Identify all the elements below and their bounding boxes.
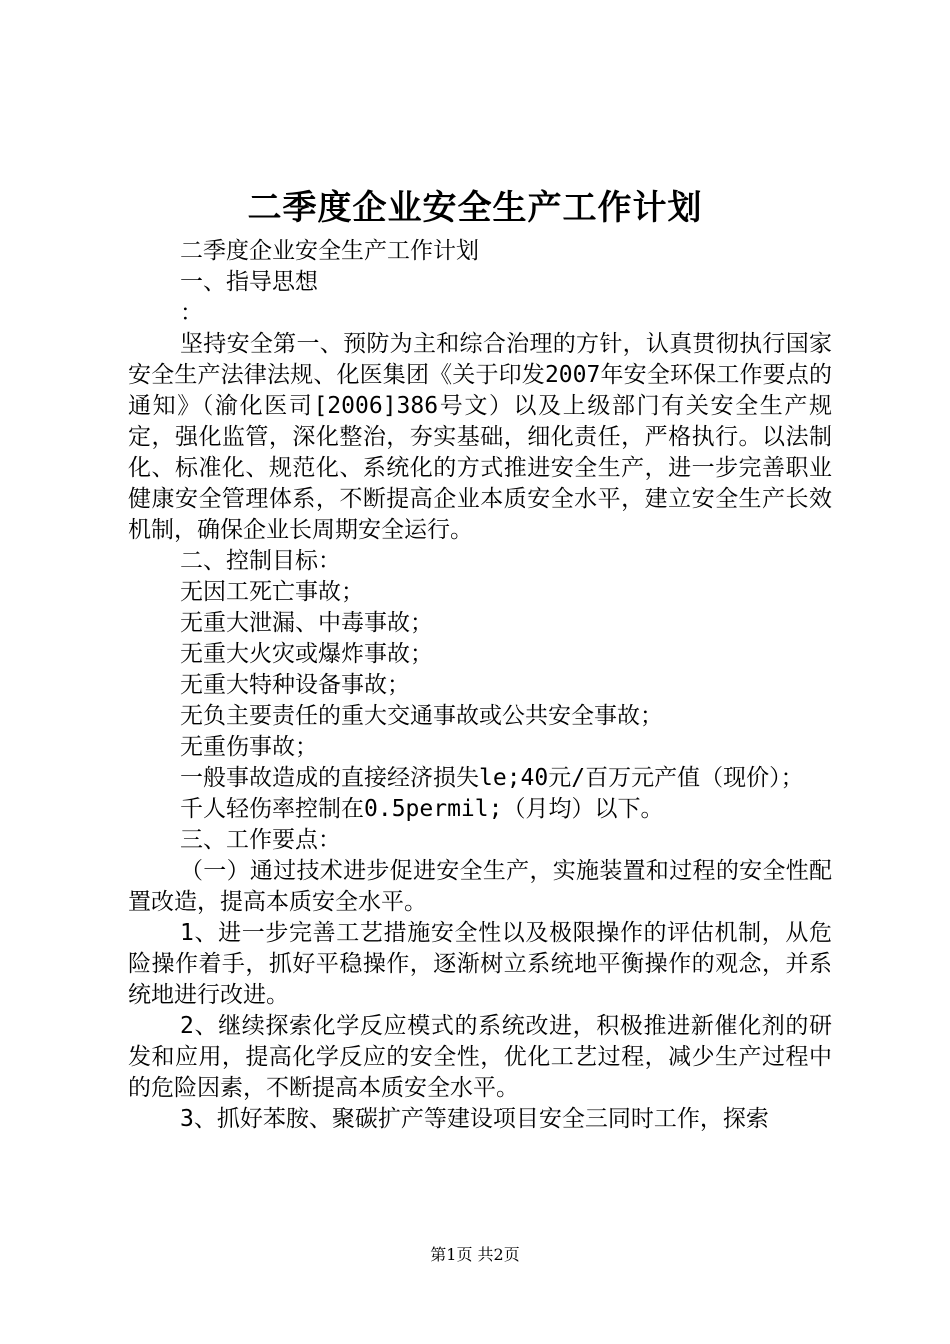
document-body: [128, 236, 832, 1135]
list-item-target: 无重大火灾或爆炸事故；: [180, 641, 433, 667]
section-heading-work-points: 三、工作要点：: [180, 827, 341, 853]
list-item-target: 无因工死亡事故；: [180, 579, 364, 605]
paragraph-point-3: 3、抓好苯胺、聚碳扩产等建设项目安全三同时工作，探索: [180, 1106, 769, 1132]
list-item-target: 无重大特种设备事故；: [180, 672, 410, 698]
list-item-target: 一般事故造成的直接经济损失le;40元/百万元产值（现价）；: [180, 765, 804, 791]
list-item-target: 千人轻伤率控制在0.5permil;（月均）以下。: [180, 796, 664, 822]
list-item-target: 无负主要责任的重大交通事故或公共安全事故；: [180, 703, 663, 729]
list-item-target: 无重伤事故；: [180, 734, 318, 760]
section-heading-guiding-ideology: 一、指导思想: [180, 269, 318, 295]
paragraph-point-1: 1、进一步完善工艺措施安全性以及极限操作的评估机制，从危险操作着手，抓好平稳操作，逐渐树立系统地平衡操作的观念，并系统地进行改进。: [128, 920, 832, 1008]
document-title: 二季度企业安全生产工作计划: [247, 188, 703, 228]
paragraph-subtitle: 二季度企业安全生产工作计划: [180, 238, 479, 264]
section-heading-control-targets: 二、控制目标：: [180, 548, 341, 574]
paragraph-colon: ：: [180, 300, 203, 326]
list-item-target: 无重大泄漏、中毒事故；: [180, 610, 433, 636]
paragraph-guiding-ideology: 坚持安全第一、预防为主和综合治理的方针，认真贯彻执行国家安全生产法律法规、化医集团《关于印发2007年安全环保工作要点的通知》（渝化医司[2006]386号文）以及上级部门有关安全生产规定，强化监管，深化整治，夯实基础，细化责任，严格执行。以法制化、标准化、规范化、系统化的方式推进安全生产，进一步完善职业健康安全管理体系，不断提高企业本质安全水平，建立安全生产长效机制，确保企业长周期安全运行。: [128, 331, 832, 543]
paragraph-point-2: 2、继续探索化学反应模式的系统改进，积极推进新催化剂的研发和应用，提高化学反应的安全性，优化工艺过程，减少生产过程中的危险因素，不断提高本质安全水平。: [128, 1013, 832, 1101]
page-footer: 第1页 共2页: [430, 1245, 520, 1264]
paragraph-subsection-one: （一）通过技术进步促进安全生产，实施装置和过程的安全性配置改造，提高本质安全水平。: [128, 858, 832, 915]
